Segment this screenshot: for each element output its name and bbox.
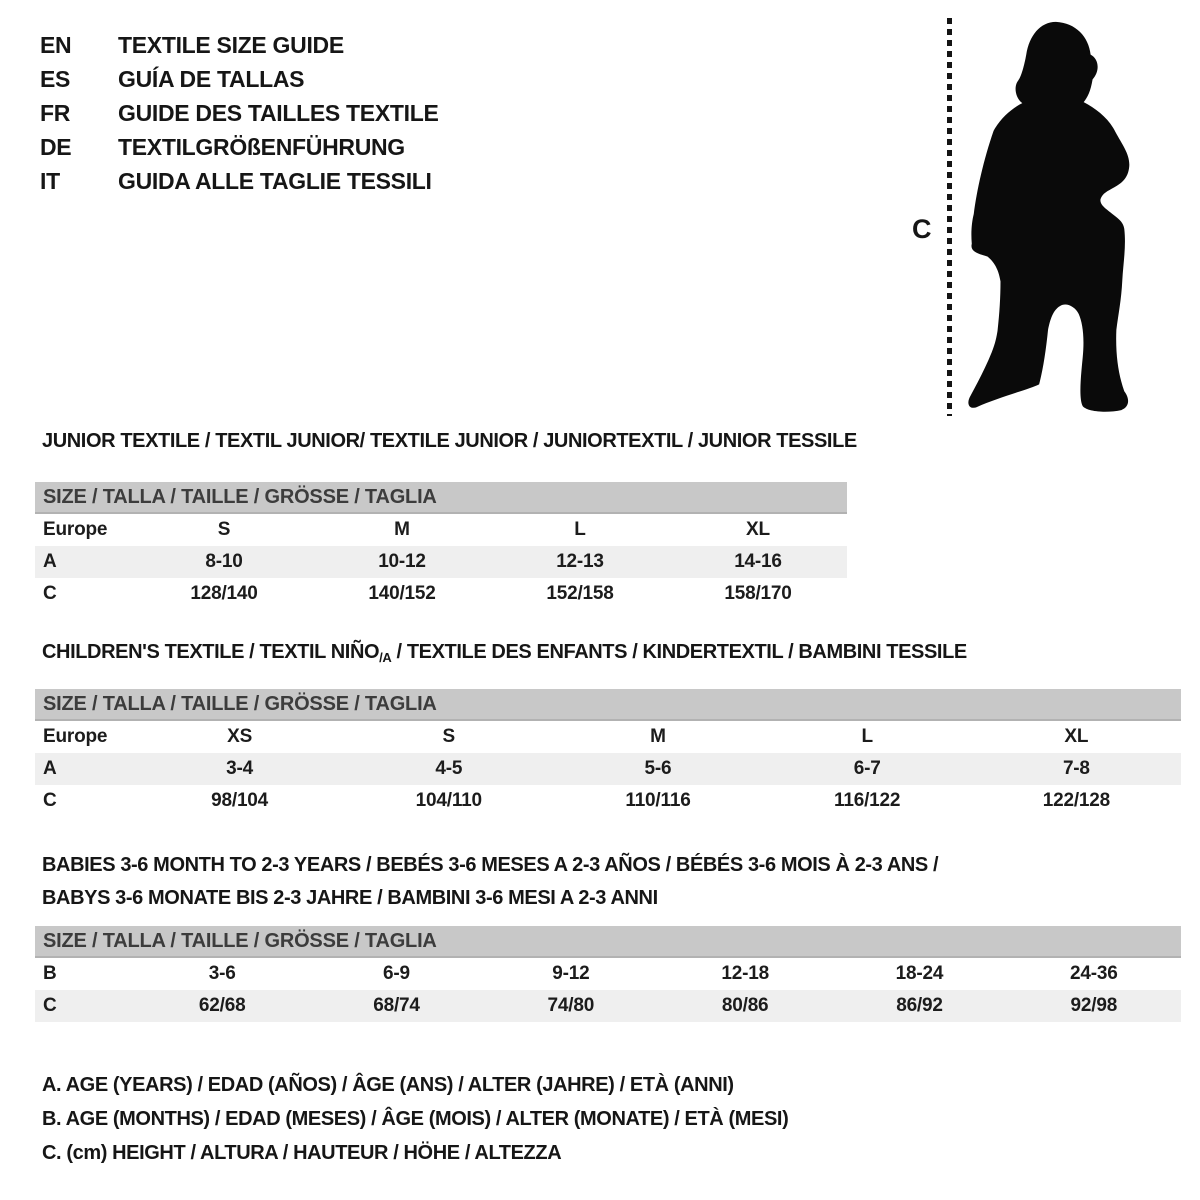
table-cell: 80/86	[658, 990, 832, 1022]
title-line-2: BABYS 3-6 MONATE BIS 2-3 JAHRE / BAMBINI 3-6 MESI A 2-3 ANNI	[42, 887, 658, 909]
table-row-height	[35, 785, 1181, 817]
language-code: IT	[40, 168, 60, 194]
table-cell: 92/98	[1007, 990, 1181, 1022]
legend-line-age-months: B. AGE (MONTHS) / EDAD (MESES) / ÂGE (MOIS) / ALTER (MONATE) / ETÀ (MESI)	[42, 1108, 789, 1130]
table-cell: 12-13	[491, 546, 669, 578]
table-cell: 98/104	[211, 790, 269, 811]
table-cell: S	[217, 519, 231, 540]
table-cell: 12-18	[721, 963, 769, 984]
table-cell: 4-5	[344, 753, 553, 785]
size-header-bar	[35, 482, 847, 513]
height-measure-dashed-line	[947, 18, 952, 416]
table-cell: XS	[227, 726, 253, 747]
language-label: GUIDE DES TAILLES TEXTILE	[118, 100, 439, 126]
table-cell: 6-7	[763, 753, 972, 785]
language-row-it	[40, 164, 439, 198]
language-label: GUIDA ALLE TAGLIE TESSILI	[118, 168, 432, 194]
row-label: A	[35, 753, 135, 785]
toddler-silhouette-icon	[960, 12, 1142, 418]
table-row-height	[35, 578, 847, 610]
table-cell: 86/92	[832, 990, 1006, 1022]
table-cell: 5-6	[553, 753, 762, 785]
table-cell: 122/128	[1042, 790, 1111, 811]
table-cell: S	[442, 726, 456, 747]
language-row-fr	[40, 96, 439, 130]
title-line-1: BABIES 3-6 MONTH TO 2-3 YEARS / BEBÉS 3-6 MESES A 2-3 AÑOS / BÉBÉS 3-6 MOIS À 2-3 ANS /	[42, 854, 939, 876]
table-row-europe	[35, 720, 1181, 753]
babies-size-table	[35, 926, 1181, 1022]
row-label: Europe	[43, 519, 108, 540]
table-cell: XL	[1064, 726, 1089, 747]
table-cell: 14-16	[669, 546, 847, 578]
title-subscript: /A	[379, 650, 392, 665]
table-cell: 152/158	[546, 583, 614, 604]
table-row-europe	[35, 513, 847, 546]
language-row-es	[40, 62, 439, 96]
language-row-de	[40, 130, 439, 164]
measurement-legend	[42, 1068, 788, 1170]
table-cell: 62/68	[135, 990, 309, 1022]
table-cell: 9-12	[552, 963, 590, 984]
table-cell: 128/140	[190, 583, 258, 604]
junior-size-table	[35, 482, 847, 610]
table-cell: 3-4	[135, 753, 344, 785]
section-title-children	[42, 641, 967, 665]
table-row-height	[35, 990, 1181, 1022]
language-label: TEXTILGRÖßENFÜHRUNG	[118, 134, 405, 160]
row-label: C	[43, 790, 57, 811]
language-code: FR	[40, 100, 71, 126]
language-code: EN	[40, 32, 72, 58]
table-cell: 7-8	[972, 753, 1181, 785]
size-header-bar	[35, 926, 1181, 957]
table-cell: M	[650, 726, 666, 747]
table-cell: 140/152	[368, 583, 436, 604]
legend-line-height-cm: C. (cm) HEIGHT / ALTURA / HAUTEUR / HÖHE / ALTEZZA	[42, 1142, 562, 1164]
row-label: C	[43, 583, 57, 604]
table-cell: L	[574, 519, 586, 540]
children-size-table	[35, 689, 1181, 817]
language-row-en	[40, 28, 439, 62]
table-cell: 110/116	[625, 790, 691, 811]
row-label: A	[35, 546, 135, 578]
table-row-age	[35, 753, 1181, 785]
height-measure-label: C	[912, 214, 932, 244]
size-header-text: SIZE / TALLA / TAILLE / GRÖSSE / TAGLIA	[35, 482, 847, 513]
table-row-age	[35, 546, 847, 578]
row-label: Europe	[43, 726, 108, 747]
table-cell: 158/170	[724, 583, 792, 604]
section-title-junior: JUNIOR TEXTILE / TEXTIL JUNIOR/ TEXTILE JUNIOR / JUNIORTEXTIL / JUNIOR TESSILE	[42, 430, 857, 452]
table-cell: L	[861, 726, 873, 747]
legend-line-age-years: A. AGE (YEARS) / EDAD (AÑOS) / ÂGE (ANS) / ALTER (JAHRE) / ETÀ (ANNI)	[42, 1074, 734, 1096]
table-row-age-months	[35, 957, 1181, 990]
row-label: B	[43, 963, 57, 984]
table-cell: 3-6	[208, 963, 236, 984]
title-text: CHILDREN'S TEXTILE / TEXTIL NIÑO	[42, 641, 380, 663]
table-cell: 74/80	[484, 990, 658, 1022]
table-cell: 24-36	[1070, 963, 1118, 984]
table-cell: 8-10	[135, 546, 313, 578]
language-title-list	[40, 28, 439, 198]
table-cell: XL	[746, 519, 770, 540]
table-cell: 104/110	[415, 790, 482, 811]
language-code: DE	[40, 134, 72, 160]
table-cell: M	[394, 519, 410, 540]
table-cell: 6-9	[383, 963, 410, 984]
table-cell: 10-12	[313, 546, 491, 578]
size-header-text: SIZE / TALLA / TAILLE / GRÖSSE / TAGLIA	[35, 689, 1181, 720]
section-title-babies	[42, 849, 938, 915]
table-cell: 18-24	[895, 963, 944, 984]
size-header-bar	[35, 689, 1181, 720]
table-cell: 116/122	[834, 790, 901, 811]
language-label: TEXTILE SIZE GUIDE	[118, 32, 344, 58]
language-code: ES	[40, 66, 71, 92]
title-text: / TEXTILE DES ENFANTS / KINDERTEXTIL / BAMBINI TESSILE	[391, 641, 967, 663]
row-label: C	[35, 990, 135, 1022]
table-cell: 68/74	[309, 990, 483, 1022]
size-header-text: SIZE / TALLA / TAILLE / GRÖSSE / TAGLIA	[35, 926, 1181, 957]
language-label: GUÍA DE TALLAS	[118, 66, 305, 92]
